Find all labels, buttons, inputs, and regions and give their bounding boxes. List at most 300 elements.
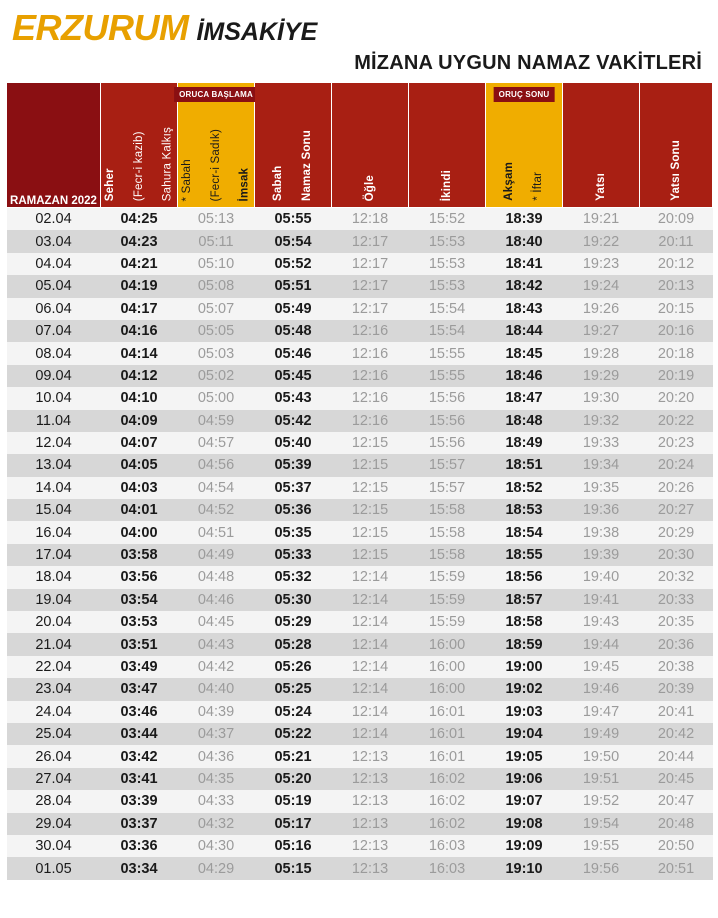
cell-date: 13.04 [7, 454, 101, 476]
header-ogle-line1: Öğle [363, 174, 376, 201]
cell-yatsi: 19:43 [563, 611, 640, 633]
cell-ikindi: 15:53 [409, 253, 486, 275]
cell-sabah-sonu: 05:25 [255, 678, 332, 700]
cell-aksam: 18:46 [486, 365, 563, 387]
cell-yatsi: 19:54 [563, 813, 640, 835]
cell-aksam: 18:42 [486, 275, 563, 297]
cell-date: 20.04 [7, 611, 101, 633]
header-imsak-line2: (Fecr-i Sadık) [209, 128, 222, 201]
cell-date: 04.04 [7, 253, 101, 275]
cell-sabah-imsak: 04:59 [178, 410, 255, 432]
cell-date: 29.04 [7, 813, 101, 835]
cell-seher: 03:36 [101, 835, 178, 857]
cell-ogle: 12:17 [332, 253, 409, 275]
cell-sabah-sonu: 05:28 [255, 633, 332, 655]
cell-sabah-imsak: 04:33 [178, 790, 255, 812]
cell-ogle: 12:14 [332, 589, 409, 611]
cell-yatsi: 19:46 [563, 678, 640, 700]
cell-date: 19.04 [7, 589, 101, 611]
cell-seher: 04:23 [101, 230, 178, 252]
table-row [7, 499, 713, 521]
cell-seher: 03:44 [101, 723, 178, 745]
cell-yatsi: 19:26 [563, 298, 640, 320]
cell-sabah-imsak: 04:43 [178, 633, 255, 655]
table-row [7, 768, 713, 790]
cell-ogle: 12:17 [332, 230, 409, 252]
cell-ikindi: 16:00 [409, 678, 486, 700]
table-row [7, 477, 713, 499]
cell-date: 28.04 [7, 790, 101, 812]
cell-ikindi: 15:57 [409, 477, 486, 499]
cell-sabah-imsak: 04:32 [178, 813, 255, 835]
table-row [7, 611, 713, 633]
cell-ikindi: 16:03 [409, 857, 486, 879]
cell-ikindi: 15:59 [409, 611, 486, 633]
cell-yatsi: 19:50 [563, 745, 640, 767]
table-row [7, 745, 713, 767]
cell-date: 25.04 [7, 723, 101, 745]
header-aksam-line2: * İftar [532, 172, 545, 201]
cell-yatsi: 19:21 [563, 208, 640, 231]
cell-sabah-sonu: 05:43 [255, 387, 332, 409]
cell-date: 05.04 [7, 275, 101, 297]
cell-yatsi-sonu: 20:30 [640, 544, 713, 566]
cell-ogle: 12:15 [332, 521, 409, 543]
cell-sabah-sonu: 05:15 [255, 857, 332, 879]
page-subtitle-imsakiye: İMSAKİYE [196, 18, 318, 46]
cell-sabah-imsak: 05:13 [178, 208, 255, 231]
table-row [7, 275, 713, 297]
cell-ikindi: 15:56 [409, 387, 486, 409]
cell-aksam: 18:59 [486, 633, 563, 655]
table-row [7, 320, 713, 342]
cell-ikindi: 15:52 [409, 208, 486, 231]
cell-ogle: 12:16 [332, 365, 409, 387]
cell-yatsi: 19:28 [563, 342, 640, 364]
cell-yatsi-sonu: 20:13 [640, 275, 713, 297]
cell-yatsi: 19:23 [563, 253, 640, 275]
table-row [7, 544, 713, 566]
cell-sabah-sonu: 05:51 [255, 275, 332, 297]
cell-ikindi: 15:56 [409, 410, 486, 432]
cell-yatsi-sonu: 20:38 [640, 656, 713, 678]
header-col-sabah-imsak [178, 83, 255, 208]
table-row [7, 857, 713, 879]
cell-date: 09.04 [7, 365, 101, 387]
cell-sabah-sonu: 05:55 [255, 208, 332, 231]
cell-yatsi: 19:49 [563, 723, 640, 745]
cell-yatsi: 19:39 [563, 544, 640, 566]
cell-ogle: 12:15 [332, 499, 409, 521]
table-row [7, 701, 713, 723]
page-header [0, 0, 718, 75]
cell-aksam: 18:51 [486, 454, 563, 476]
table-row [7, 835, 713, 857]
table-row [7, 633, 713, 655]
table-row [7, 253, 713, 275]
header-seher-line2: (Fecr-i kazib) [132, 131, 145, 201]
table-row [7, 208, 713, 231]
table-row [7, 298, 713, 320]
header-seher-line1: Seher [104, 168, 117, 201]
cell-yatsi: 19:56 [563, 857, 640, 879]
cell-ikindi: 15:55 [409, 342, 486, 364]
cell-ogle: 12:14 [332, 611, 409, 633]
cell-ogle: 12:16 [332, 410, 409, 432]
cell-sabah-sonu: 05:54 [255, 230, 332, 252]
cell-date: 01.05 [7, 857, 101, 879]
cell-sabah-imsak: 04:42 [178, 656, 255, 678]
cell-seher: 04:12 [101, 365, 178, 387]
page-subtitle: MİZANA UYGUN NAMAZ VAKİTLERİ [354, 52, 702, 74]
cell-date: 12.04 [7, 432, 101, 454]
cell-yatsi-sonu: 20:33 [640, 589, 713, 611]
header-aksam-line1: Akşam [503, 162, 516, 201]
cell-date: 26.04 [7, 745, 101, 767]
cell-sabah-imsak: 04:45 [178, 611, 255, 633]
cell-yatsi: 19:38 [563, 521, 640, 543]
cell-sabah-imsak: 04:57 [178, 432, 255, 454]
cell-sabah-imsak: 04:46 [178, 589, 255, 611]
cell-aksam: 19:10 [486, 857, 563, 879]
cell-sabah-imsak: 05:08 [178, 275, 255, 297]
cell-ogle: 12:13 [332, 790, 409, 812]
header-col-sabah-sonu [255, 83, 332, 208]
cell-aksam: 18:45 [486, 342, 563, 364]
table-row [7, 365, 713, 387]
cell-sabah-sonu: 05:52 [255, 253, 332, 275]
cell-yatsi: 19:55 [563, 835, 640, 857]
cell-sabah-sonu: 05:20 [255, 768, 332, 790]
cell-seher: 04:03 [101, 477, 178, 499]
subtitle-line [12, 52, 706, 75]
cell-ogle: 12:13 [332, 857, 409, 879]
table-row [7, 410, 713, 432]
cell-seher: 04:21 [101, 253, 178, 275]
cell-seher: 03:51 [101, 633, 178, 655]
cell-yatsi-sonu: 20:41 [640, 701, 713, 723]
table-header-row [7, 83, 713, 208]
cell-date: 08.04 [7, 342, 101, 364]
cell-yatsi-sonu: 20:44 [640, 745, 713, 767]
cell-date: 17.04 [7, 544, 101, 566]
cell-yatsi: 19:27 [563, 320, 640, 342]
table-row [7, 790, 713, 812]
cell-yatsi-sonu: 20:16 [640, 320, 713, 342]
cell-seher: 03:46 [101, 701, 178, 723]
cell-ogle: 12:16 [332, 320, 409, 342]
cell-ikindi: 15:55 [409, 365, 486, 387]
cell-sabah-imsak: 04:52 [178, 499, 255, 521]
cell-ogle: 12:15 [332, 454, 409, 476]
cell-yatsi-sonu: 20:47 [640, 790, 713, 812]
header-ikindi-line1: İkindi [440, 169, 453, 201]
cell-ogle: 12:17 [332, 298, 409, 320]
cell-sabah-sonu: 05:39 [255, 454, 332, 476]
cell-yatsi-sonu: 20:22 [640, 410, 713, 432]
cell-sabah-imsak: 04:48 [178, 566, 255, 588]
cell-sabah-sonu: 05:32 [255, 566, 332, 588]
cell-yatsi: 19:29 [563, 365, 640, 387]
cell-sabah-imsak: 04:49 [178, 544, 255, 566]
header-col-aksam [486, 83, 563, 208]
cell-yatsi: 19:40 [563, 566, 640, 588]
cell-aksam: 19:07 [486, 790, 563, 812]
cell-yatsi-sonu: 20:36 [640, 633, 713, 655]
header-col-yatsi-sonu [640, 83, 713, 208]
cell-yatsi: 19:22 [563, 230, 640, 252]
cell-ogle: 12:14 [332, 566, 409, 588]
cell-yatsi: 19:45 [563, 656, 640, 678]
cell-yatsi-sonu: 20:29 [640, 521, 713, 543]
cell-sabah-sonu: 05:19 [255, 790, 332, 812]
cell-yatsi-sonu: 20:09 [640, 208, 713, 231]
cell-seher: 04:19 [101, 275, 178, 297]
cell-yatsi-sonu: 20:39 [640, 678, 713, 700]
cell-seher: 04:10 [101, 387, 178, 409]
cell-date: 10.04 [7, 387, 101, 409]
cell-sabah-imsak: 04:56 [178, 454, 255, 476]
cell-date: 15.04 [7, 499, 101, 521]
table-row [7, 813, 713, 835]
cell-aksam: 18:41 [486, 253, 563, 275]
cell-aksam: 18:47 [486, 387, 563, 409]
cell-yatsi: 19:44 [563, 633, 640, 655]
cell-sabah-imsak: 04:40 [178, 678, 255, 700]
cell-yatsi-sonu: 20:50 [640, 835, 713, 857]
cell-seher: 04:00 [101, 521, 178, 543]
cell-ogle: 12:16 [332, 387, 409, 409]
cell-yatsi-sonu: 20:32 [640, 566, 713, 588]
cell-ikindi: 16:03 [409, 835, 486, 857]
cell-sabah-sonu: 05:21 [255, 745, 332, 767]
cell-sabah-imsak: 04:29 [178, 857, 255, 879]
cell-ikindi: 15:53 [409, 230, 486, 252]
cell-date: 24.04 [7, 701, 101, 723]
cell-sabah-sonu: 05:42 [255, 410, 332, 432]
cell-sabah-sonu: 05:33 [255, 544, 332, 566]
cell-seher: 03:42 [101, 745, 178, 767]
cell-aksam: 19:08 [486, 813, 563, 835]
table-row [7, 656, 713, 678]
cell-ikindi: 15:58 [409, 499, 486, 521]
cell-yatsi: 19:34 [563, 454, 640, 476]
cell-yatsi-sonu: 20:12 [640, 253, 713, 275]
cell-seher: 04:05 [101, 454, 178, 476]
cell-seher: 03:56 [101, 566, 178, 588]
cell-seher: 03:41 [101, 768, 178, 790]
table-row [7, 230, 713, 252]
title-line [12, 7, 706, 48]
cell-yatsi-sonu: 20:11 [640, 230, 713, 252]
header-imsak-line1: * Sabah [181, 158, 194, 201]
cell-seher: 03:58 [101, 544, 178, 566]
cell-yatsi-sonu: 20:35 [640, 611, 713, 633]
cell-sabah-imsak: 05:05 [178, 320, 255, 342]
table-row [7, 566, 713, 588]
cell-yatsi: 19:33 [563, 432, 640, 454]
header-seher-line3: Sahura Kalkış [161, 126, 174, 201]
cell-seher: 04:14 [101, 342, 178, 364]
cell-sabah-imsak: 05:07 [178, 298, 255, 320]
cell-yatsi: 19:24 [563, 275, 640, 297]
cell-yatsi: 19:41 [563, 589, 640, 611]
cell-aksam: 18:49 [486, 432, 563, 454]
cell-aksam: 18:43 [486, 298, 563, 320]
cell-yatsi: 19:35 [563, 477, 640, 499]
cell-date: 23.04 [7, 678, 101, 700]
cell-sabah-imsak: 04:39 [178, 701, 255, 723]
header-col-ogle [332, 83, 409, 208]
cell-date: 14.04 [7, 477, 101, 499]
cell-sabah-imsak: 05:03 [178, 342, 255, 364]
cell-seher: 04:01 [101, 499, 178, 521]
cell-aksam: 18:53 [486, 499, 563, 521]
cell-ogle: 12:15 [332, 477, 409, 499]
cell-sabah-sonu: 05:49 [255, 298, 332, 320]
cell-yatsi-sonu: 20:51 [640, 857, 713, 879]
cell-aksam: 19:02 [486, 678, 563, 700]
table-row [7, 454, 713, 476]
cell-seher: 04:07 [101, 432, 178, 454]
cell-seher: 03:39 [101, 790, 178, 812]
header-ramazan-label: RAMAZAN 2022 [7, 83, 101, 208]
cell-ogle: 12:17 [332, 275, 409, 297]
cell-yatsi-sonu: 20:23 [640, 432, 713, 454]
header-col-seher [101, 83, 178, 208]
cell-ogle: 12:15 [332, 432, 409, 454]
cell-ikindi: 15:56 [409, 432, 486, 454]
cell-aksam: 18:58 [486, 611, 563, 633]
cell-date: 18.04 [7, 566, 101, 588]
table-row [7, 521, 713, 543]
header-imsak-line3: İmsak [238, 167, 251, 201]
cell-sabah-imsak: 04:51 [178, 521, 255, 543]
cell-yatsi: 19:47 [563, 701, 640, 723]
cell-sabah-sonu: 05:17 [255, 813, 332, 835]
cell-sabah-imsak: 05:10 [178, 253, 255, 275]
cell-ikindi: 16:01 [409, 745, 486, 767]
cell-aksam: 19:04 [486, 723, 563, 745]
oruca-baslama-tag: ORUCA BAŞLAMA [174, 87, 258, 102]
cell-aksam: 19:03 [486, 701, 563, 723]
cell-sabah-sonu: 05:48 [255, 320, 332, 342]
cell-date: 11.04 [7, 410, 101, 432]
cell-ogle: 12:13 [332, 813, 409, 835]
cell-aksam: 19:06 [486, 768, 563, 790]
header-yatsi-line1: Yatsı [594, 173, 607, 201]
cell-aksam: 18:54 [486, 521, 563, 543]
cell-sabah-sonu: 05:37 [255, 477, 332, 499]
cell-seher: 04:16 [101, 320, 178, 342]
cell-ogle: 12:13 [332, 745, 409, 767]
cell-aksam: 19:09 [486, 835, 563, 857]
cell-yatsi-sonu: 20:45 [640, 768, 713, 790]
cell-date: 06.04 [7, 298, 101, 320]
cell-aksam: 18:52 [486, 477, 563, 499]
cell-sabah-imsak: 05:00 [178, 387, 255, 409]
table-body [7, 208, 713, 880]
cell-sabah-imsak: 05:02 [178, 365, 255, 387]
cell-ikindi: 16:00 [409, 633, 486, 655]
cell-ikindi: 15:57 [409, 454, 486, 476]
cell-sabah-sonu: 05:36 [255, 499, 332, 521]
header-sabah-sonu-line2: Namaz Sonu [301, 129, 314, 201]
page-title: ERZURUM [12, 7, 189, 48]
cell-ikindi: 16:02 [409, 768, 486, 790]
cell-seher: 03:54 [101, 589, 178, 611]
cell-sabah-imsak: 04:35 [178, 768, 255, 790]
cell-sabah-sonu: 05:40 [255, 432, 332, 454]
cell-ikindi: 16:01 [409, 701, 486, 723]
cell-aksam: 18:40 [486, 230, 563, 252]
cell-sabah-imsak: 04:36 [178, 745, 255, 767]
table-row [7, 589, 713, 611]
cell-date: 30.04 [7, 835, 101, 857]
table-row [7, 432, 713, 454]
cell-date: 03.04 [7, 230, 101, 252]
cell-yatsi-sonu: 20:48 [640, 813, 713, 835]
cell-ogle: 12:15 [332, 544, 409, 566]
header-col-yatsi [563, 83, 640, 208]
cell-yatsi: 19:32 [563, 410, 640, 432]
cell-date: 16.04 [7, 521, 101, 543]
cell-sabah-sonu: 05:46 [255, 342, 332, 364]
cell-sabah-sonu: 05:45 [255, 365, 332, 387]
table-row [7, 342, 713, 364]
cell-seher: 03:53 [101, 611, 178, 633]
cell-ikindi: 15:58 [409, 544, 486, 566]
cell-seher: 03:34 [101, 857, 178, 879]
cell-yatsi-sonu: 20:27 [640, 499, 713, 521]
cell-sabah-sonu: 05:35 [255, 521, 332, 543]
cell-seher: 04:09 [101, 410, 178, 432]
cell-date: 07.04 [7, 320, 101, 342]
table-row [7, 723, 713, 745]
cell-yatsi: 19:51 [563, 768, 640, 790]
cell-yatsi-sonu: 20:18 [640, 342, 713, 364]
cell-ikindi: 15:59 [409, 566, 486, 588]
cell-aksam: 19:05 [486, 745, 563, 767]
cell-ogle: 12:18 [332, 208, 409, 231]
cell-aksam: 18:39 [486, 208, 563, 231]
cell-yatsi: 19:30 [563, 387, 640, 409]
cell-sabah-imsak: 05:11 [178, 230, 255, 252]
cell-ikindi: 15:54 [409, 298, 486, 320]
cell-ogle: 12:16 [332, 342, 409, 364]
cell-sabah-sonu: 05:16 [255, 835, 332, 857]
cell-date: 21.04 [7, 633, 101, 655]
cell-ogle: 12:14 [332, 656, 409, 678]
cell-sabah-imsak: 04:37 [178, 723, 255, 745]
cell-seher: 03:37 [101, 813, 178, 835]
cell-aksam: 18:44 [486, 320, 563, 342]
cell-ikindi: 15:54 [409, 320, 486, 342]
cell-aksam: 18:48 [486, 410, 563, 432]
cell-ogle: 12:13 [332, 768, 409, 790]
cell-ogle: 12:14 [332, 633, 409, 655]
cell-sabah-sonu: 05:22 [255, 723, 332, 745]
cell-seher: 04:25 [101, 208, 178, 231]
cell-ogle: 12:14 [332, 723, 409, 745]
cell-ikindi: 15:59 [409, 589, 486, 611]
table-row [7, 678, 713, 700]
cell-yatsi-sonu: 20:26 [640, 477, 713, 499]
header-col-ikindi [409, 83, 486, 208]
cell-ikindi: 15:58 [409, 521, 486, 543]
cell-aksam: 18:55 [486, 544, 563, 566]
cell-ikindi: 16:02 [409, 790, 486, 812]
